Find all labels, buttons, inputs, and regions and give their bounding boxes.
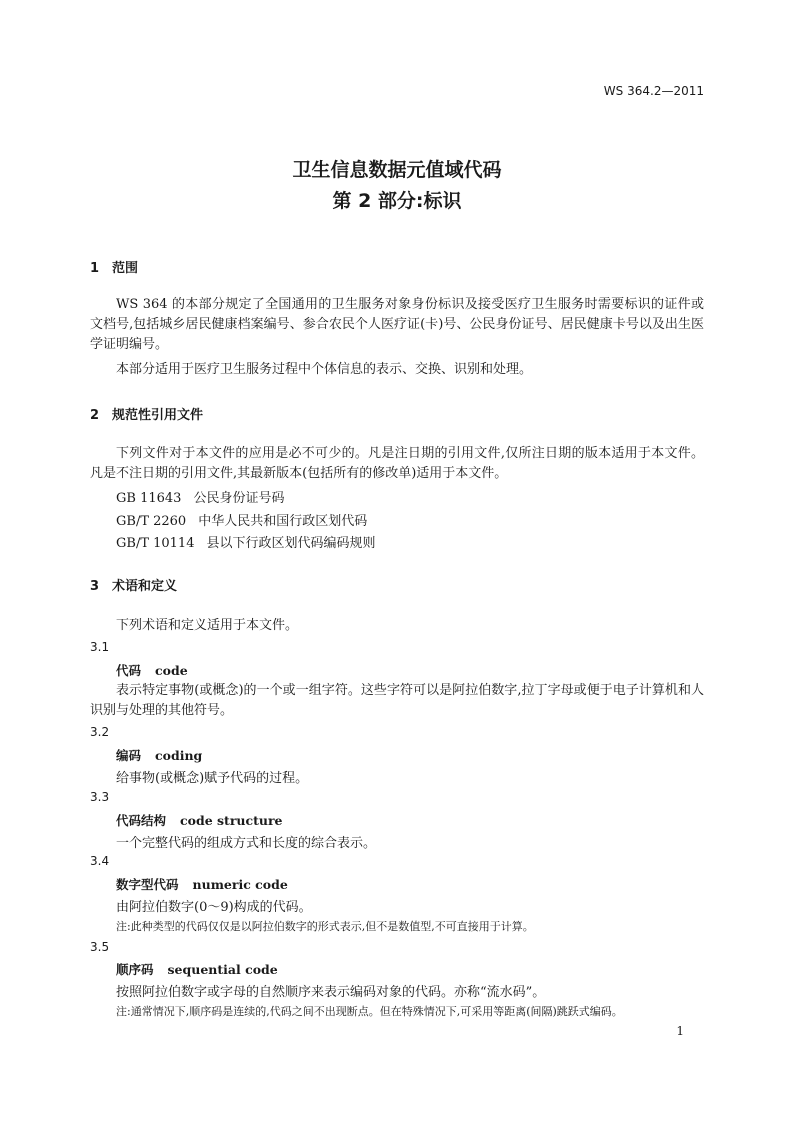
- paragraph: WS 364 的本部分规定了全国通用的卫生服务对象身份标识及接受医疗卫生服务时需要标识的证件或文档号,包括城乡居民健康档案编号、参合农民个人医疗证(卡)号、公民身份证号、居民健康卡号以及出生医学证明编号。: [90, 297, 704, 352]
- reference-item: [116, 532, 376, 551]
- section-title: 范围: [112, 261, 139, 276]
- term-zh: 编码: [116, 748, 142, 763]
- term-zh: 代码结构: [116, 813, 167, 828]
- section-title: 规范性引用文件: [112, 408, 204, 423]
- term-note: 注:通常情况下,顺序码是连续的,代码之间不出现断点。但在特殊情况下,可采用等距离(间隔)跳跃式编码。: [116, 1005, 623, 1018]
- term-heading: [116, 875, 288, 893]
- term-heading: [116, 661, 188, 679]
- term-en: code structure: [180, 813, 283, 828]
- section-number: 3: [90, 579, 100, 594]
- term-definition: 表示特定事物(或概念)的一个或一组字符。这些字符可以是阿拉伯数字,拉丁字母或便于电子计算机和人识别与处理的其他符号。: [90, 683, 704, 718]
- reference-name: 公民身份证号码: [193, 491, 285, 506]
- term-en: code: [155, 663, 188, 678]
- document-title: 卫生信息数据元值域代码: [292, 159, 502, 181]
- term-note: 注:此种类型的代码仅仅是以阿拉伯数字的形式表示,但不是数值型,不可直接用于计算。: [116, 920, 534, 933]
- term-en: sequential code: [167, 962, 278, 977]
- section-heading-normative-references: [90, 404, 203, 423]
- term-heading: [116, 746, 202, 764]
- term-number: 3.2: [90, 725, 110, 739]
- term-zh: 代码: [116, 663, 142, 678]
- section-number: 2: [90, 408, 100, 423]
- reference-item: [116, 510, 367, 529]
- paragraph: 本部分适用于医疗卫生服务过程中个体信息的表示、交换、识别和处理。: [116, 362, 533, 377]
- term-zh: 顺序码: [116, 962, 154, 977]
- terms-intro: 下列术语和定义适用于本文件。: [116, 618, 299, 633]
- term-heading: [116, 811, 283, 829]
- term-number: 3.3: [90, 790, 110, 804]
- reference-name: 中华人民共和国行政区划代码: [198, 514, 368, 529]
- reference-name: 县以下行政区划代码编码规则: [206, 536, 376, 551]
- section-number: 1: [90, 261, 100, 276]
- reference-code: GB 11643: [116, 491, 182, 506]
- term-en: numeric code: [192, 877, 288, 892]
- document-subtitle: 第 2 部分:标识: [332, 190, 462, 212]
- term-number: 3.4: [90, 854, 110, 868]
- paragraph: 下列文件对于本文件的应用是必不可少的。凡是注日期的引用文件,仅所注日期的版本适用于本文件。凡是不注日期的引用文件,其最新版本(包括所有的修改单)适用于本文件。: [90, 446, 704, 481]
- term-definition: 给事物(或概念)赋予代码的过程。: [116, 771, 309, 786]
- term-number: 3.5: [90, 940, 110, 954]
- reference-code: GB/T 10114: [116, 536, 195, 551]
- section-heading-terms: [90, 575, 177, 594]
- section-title: 术语和定义: [112, 579, 178, 594]
- term-en: coding: [155, 748, 203, 763]
- reference-code: GB/T 2260: [116, 514, 187, 529]
- term-definition: 按照阿拉伯数字或字母的自然顺序来表示编码对象的代码。亦称“流水码”。: [116, 985, 546, 1000]
- section-heading-scope: [90, 257, 138, 276]
- term-definition: 一个完整代码的组成方式和长度的综合表示。: [116, 836, 377, 851]
- standard-number: WS 364.2—2011: [603, 84, 704, 98]
- term-definition: 由阿拉伯数字(0～9)构成的代码。: [116, 900, 312, 915]
- page-number: 1: [676, 1024, 684, 1038]
- term-zh: 数字型代码: [116, 877, 179, 892]
- reference-item: [116, 487, 284, 506]
- term-heading: [116, 960, 278, 978]
- term-number: 3.1: [90, 640, 110, 654]
